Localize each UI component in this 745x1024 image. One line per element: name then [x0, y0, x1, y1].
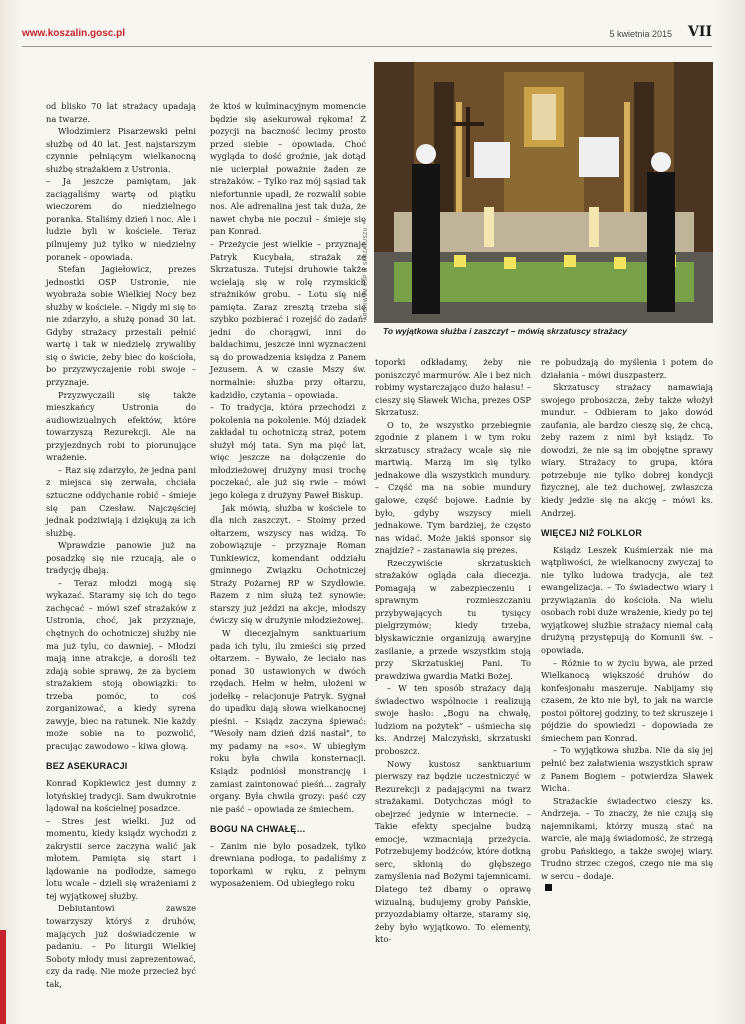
paragraph: O to, że wszystko przebiegnie zgodnie z planem i w tym roku skrzatuscy strażacy wcale się nie martwią. Marzą im się tylko jednakowe dla wszystkich mundury. – Część ma na sobie mundury galowe, część bojowe. Ładnie by było, gdyby wszyscy mieli jednakowe. Tym bardziej, że często nas widać. Może jakiś sponsor się znajdzie? – zastanawia się prezes.: [375, 419, 531, 556]
paragraph: Skrzatuscy strażacy namawiają swojego proboszcza, żeby także włożył mundur. – Odbieram to jako dowód zaufania, ale bardzo cieszę się, że chcą, żeby razem z nimi był ksiądz. To dowodzi, że nie są im obojętne sprawy wiary. Strażacy to grupa, która potrzebuje nie tylko dobrej kondycji fizycznej, ale też duchowej, zwłaszcza kiedy jedzie się na akcję – mówi ks. Andrzej.: [541, 382, 713, 518]
paragraph: W diecezjalnym sanktuarium pada ich tylu, ilu zmieści się przed ołtarzem. – Bywało, że leciało nas ponad 30 ustawionych w dwóch rzędach. Hełm w hełm, ułożeni w jodełkę – relacjonuje Patryk. Sygnał do upadku dają słowa wielkanocnej pieśni. – Ksiądz zaczyna śpiewać: "Wesoły nam dzień dziś nastał", to my padamy na »so«. W ubiegłym roku była chwila konsternacji. Ksiądz podniósł monstrancję i zamiast zaintonować pieśń… zagrały organy. Była chwila grozy: paść czy nie paść – opowiada ze śmiechem.: [210, 627, 366, 814]
paragraph: toporki odkładamy, żeby nie poniszczyć marmurów. Ale i bez nich robimy wystarczająco dużo hałasu! – cieszy się Sławek Wicha, prezes OSP Skrzatusz.: [375, 357, 531, 418]
paragraph: Rzeczywiście skrzatuskich strażaków ogląda cała diecezja. Pomagają w zabezpieczeniu i sprawnym rozmieszczaniu przybywających tu tysięcy pielgrzymów; kiedy trzeba, błyskawicznie organizują awaryjne zasilanie, a przede wszystkim stoją przy Skrzatuskiej Pani. To prawdziwa gwardia Matki Bożej.: [375, 557, 531, 681]
paragraph: – Ja jeszcze pamiętam, jak zaciągaliśmy wartę od piątku wieczorem do niedzielnego poranka. Staliśmy dzień i noc. Ale i ludzie byli w kościele. Teraz pilnujemy już tylko w niedzielny poranek – opowiada.: [46, 176, 196, 262]
page-number: VII: [688, 24, 712, 40]
paragraph: Jak mówią, służba w kościele to dla nich zaszczyt. – Stoimy przed ołtarzem, wszyscy nas widzą. To zobowiązuje – przyznaje Roman Tunkiewicz, komendant oddziału gminnego Związku Ochotniczej Straży Pożarnej RP w Szydłowie. Razem z nim służą też synowie: starszy już jeździ na akcje, młodszy ćwiczy się w drużynie młodzieżowej.: [210, 502, 366, 626]
paragraph: – Różnie to w życiu bywa, ale przed Wielkanocą większość druhów do konfesjonału maszeruje. Nabijamy się czasem, że kto nie był, to jak na warcie postoi półtorej godziny, to też skruszeje i pójdzie do spowiedzi – dopowiada ze śmiechem pan Konrad.: [541, 657, 713, 743]
paragraph: Stefan Jagiełowicz, prezes jednostki OSP Ustronie, nie wyobraża sobie Wielkiej Nocy bez służby w kościele. – Nigdy mi się to nie zdarzyło, a służę ponad 30 lat. Gdyby strażacy przestali pełnić wartę i tak w niedzielę zrywaliby się o świcie, żeby biec do kościoła, bo przyzwyczajenie robi swoje – przyznaje.: [46, 264, 196, 388]
section-heading: BOGU NA CHWAŁĘ…: [210, 824, 306, 835]
section-heading: WIĘCEJ NIŻ FOLKLOR: [541, 528, 643, 539]
altar-illustration: [374, 62, 713, 323]
red-edge-strip: [0, 930, 6, 1024]
paragraph: Włodzimierz Pisarzewski pełni służbę od 40 lat. Jest najstarszym czynnie pełniącym wielkanocną służbę strażakiem z Ustronia.: [46, 126, 196, 174]
photo-caption: To wyjątkowa służba i zaszczyt – mówią skrzatuscy strażacy: [383, 326, 627, 336]
paragraph: – To tradycja, która przechodzi z pokolenia na pokolenie. Mój dziadek zakładał tu ochotniczą straż, potem służył mój tata. Syn ma pięć lat, więc jeszcze na dołączenie do młodzieżowej drużyny musi trochę poczekać, ale już się rwie – mówi jego kolega z drużyny Paweł Biskup.: [210, 402, 366, 500]
paragraph: – Zanim nie było posadzek, tylko drewniana podłoga, to padaliśmy z toporkami w ręku, z pełnym wyposażeniem. Od ubiegłego roku: [210, 840, 366, 889]
paragraph: re pobudzają do myślenia i potem do działania – mówi duszpasterz.: [541, 357, 713, 380]
paragraph: Konrad Kopkiewicz jest dumny z lotyńskiej tradycji. Sam dwukrotnie lądował na kościelnej posadzce.: [46, 777, 196, 814]
paragraph: Strażackie świadectwo cieszy ks. Andrzeja. – To znaczy, że nie czują się najemnikami, którzy muszą stać na warcie, ale mają świadomość, że strzegą grobu Pańskiego, a także swojej wiary. Trudno strzec czegoś, czego nie ma się w sercu – dodaje.: [541, 795, 713, 881]
paragraph: – Teraz młodzi mogą się wykazać. Staramy się ich do tego zachęcać – mówi szef strażaków z Ustronia, choć, jak przyznaje, chętnych do ochotniczej służby nie ma już tylu, co dawniej. – Młodzi mają inne atrakcje, a dorośli też zdają sobie sprawę, że za byciem strażakiem stoją obowiązki: to trzeba pomóc, to coś zorganizować, a kiedy syrena zawyje, biec na ratunek. Nie każdy może sobie na to pozwolić, pracując zawodowo – kiwa głową.: [46, 577, 196, 751]
column-1: [46, 100, 196, 990]
column-2: [210, 100, 366, 890]
section-heading: BEZ ASEKURACJI: [46, 761, 128, 772]
page-header: [22, 24, 712, 47]
photo-credit: ARCHIWUM OSP W SKRZATUSZU: [363, 227, 369, 320]
paragraph: – Przeżycie jest wielkie – przyznaje Patryk Kucybała, strażak ze Skrzatusza. Tutejsi druhowie także wcielają się w rolę rzymskich strażników grobu. – Lotu się nie pamięta. Zaraz zresztą trzeba się szybko pozbierać i rozejść do zadań: jedni do chorągwi, inni do baldachimu, jeszcze inni wyznaczeni są do prowadzenia księdza z Panem Jezusem. A w czasie Mszy św. normalnie: służba przy ołtarzu, kadzidło, czytania – opowiada.: [210, 239, 366, 400]
paragraph: Nowy kustosz sanktuarium pierwszy raz będzie uczestniczyć w Rezurekcji z padającymi na twarz strażakami. Dotychczas mógł to obejrzeć jedynie w internecie. – Takie efekty specjalne budzą emocje, wzmacniają przeżycia. Potrzebujemy bodźców, które dotkną serc, skłonią do głębszego zamyślenia nad Bożymi tajemnicami. Dlatego też dbamy o oprawę wizualną, budujemy groby Pańskie, przyozdabiamy ołtarze, staramy się, żeby było wyjątkowo. To elementy, kto-: [375, 758, 531, 945]
paragraph: od blisko 70 lat strażacy upadają na twarze.: [46, 101, 196, 124]
paragraph: Debiutantowi zawsze towarzyszy któryś z druhów, mających już doświadczenie w padaniu. – Po liturgii Wielkiej Soboty młody musi zaprezentować, czy da radę. Nie może przecież być tak,: [46, 903, 196, 989]
paragraph: – W ten sposób strażacy dają świadectwo wspólnocie i realizują swoje hasło: „Bogu na chwałę, ludziom na pożytek” – uśmiecha się ks. Andrzej Malczyński, skrzatuski proboszcz.: [375, 683, 531, 756]
paragraph: – Raz się zdarzyło, że jedna pani z miejsca się zerwała, chciała sztuczne oddychanie robić – śmieje się pan Czesław. Najczęściej jednak podziwiają i dziękują za ich służbę.: [46, 464, 196, 538]
site-url[interactable]: www.koszalin.gosc.pl: [22, 28, 125, 39]
end-of-article-mark: [545, 884, 552, 891]
issue-date: 5 kwietnia 2015: [609, 29, 672, 39]
column-3: [375, 356, 531, 946]
paragraph: – Stres jest wielki. Już od momentu, kiedy ksiądz wychodzi z zakrystii serce zaczyna walić jak młotem. Pamięta się start i lądowanie na podłodze, samego lotu wcale – dzieli się wrażeniami z tej wyjątkowej służby.: [46, 815, 196, 901]
paragraph: Wprawdzie panowie już na posadzkę się nie rzucają, ale o tradycję dbają.: [46, 540, 196, 576]
paragraph: że ktoś w kulminacyjnym momencie będzie się asekurował rękoma! Z pozycji na baczność lecimy prosto przed siebie – opowiada. Choć wygląda to dość groźnie, jak dotąd nie ucierpiał poważnie żaden ze strażaków. – Tylko raz mój sąsiad tak niefortunnie upadł, że rozwalił sobie nos. Ale adrenalina jest tak duża, że nawet chyba nie poczuł – śmieje się pan Konrad.: [210, 101, 366, 237]
church-altar-photo: [374, 62, 713, 323]
paragraph: – To wyjątkowa służba. Nie da się jej pełnić bez załatwienia wszystkich spraw z Panem Bogiem – potwierdza Sławek Wicha.: [541, 745, 713, 794]
paragraph: Przyzwyczaili się także mieszkańcy Ustronia do audiowizualnych efektów, które towarzyszą Rezurekcji. Ale na przyjezdnych robi to piorunujące wrażenie.: [46, 389, 196, 463]
paragraph: Ksiądz Leszek Kuśmierzak nie ma wątpliwości, że wielkanocny zwyczaj to nie tylko ludowa tradycja, ale też ewangelizacja. – To świadectwo wiary i przywiązania do kościoła. Na wielu osobach robi duże wrażenie, kiedy po tej wyjątkowej służbie strażacy niemal całą drużyną przystępują do Komunii św. – opowiada.: [541, 544, 713, 656]
column-4: [541, 356, 713, 895]
